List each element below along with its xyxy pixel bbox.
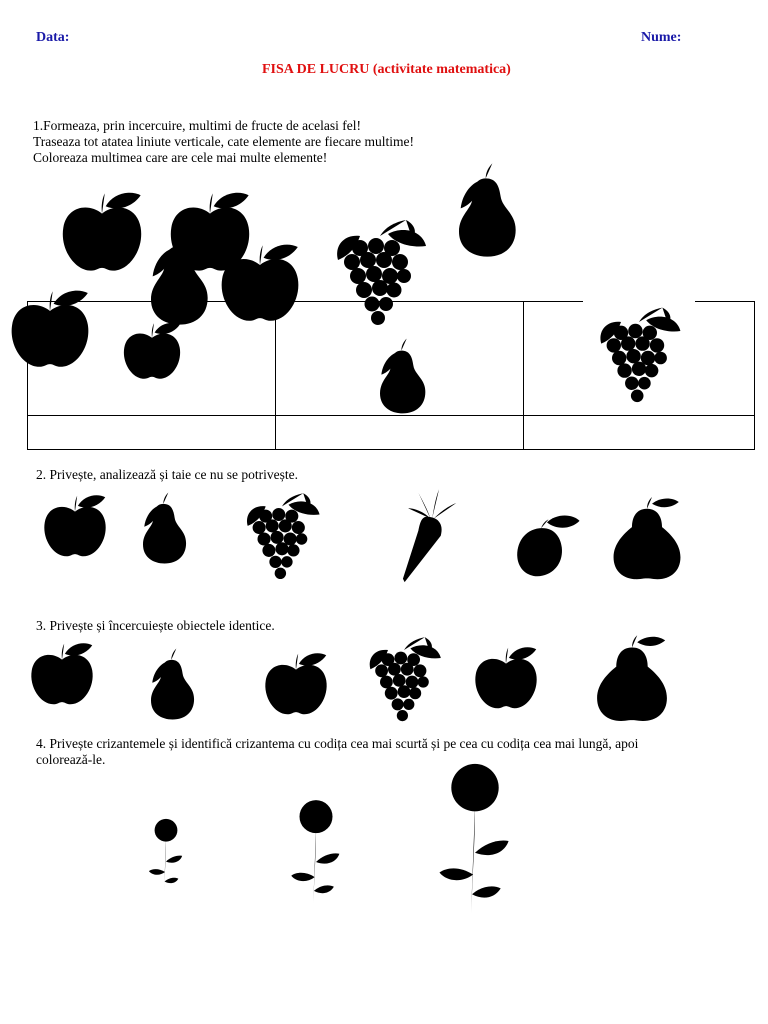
exercise-4-instructions (36, 736, 756, 768)
grapes-icon[interactable] (236, 490, 328, 588)
pear-icon[interactable] (132, 646, 208, 722)
date-label: Data: (36, 30, 70, 45)
chrysanthemum-icon[interactable] (276, 796, 356, 906)
grapes-icon[interactable] (322, 216, 438, 336)
plum-icon[interactable] (510, 508, 584, 584)
name-label: Nume: (641, 30, 682, 45)
grapes-icon[interactable] (356, 634, 452, 730)
chrysanthemum-icon[interactable] (420, 758, 530, 916)
apple-icon[interactable] (24, 638, 100, 710)
exercise-4-line-2: colorează-le. (36, 752, 106, 767)
table-bottom-line (27, 449, 755, 450)
exercise-1-line-3: Coloreaza multimea care are cele mai multe elemente! (33, 150, 328, 165)
quince-icon[interactable] (604, 492, 690, 584)
exercise-4-line-1: 4. Privește crizantemele și identifică crizantema cu codița cea mai scurtă și pe cea cu codița cea mai lungă, apoi (36, 736, 639, 751)
chrysanthemum-icon[interactable] (138, 816, 194, 892)
pear-icon[interactable] (436, 160, 532, 260)
pear-icon[interactable] (358, 336, 442, 416)
grapes-icon[interactable] (586, 304, 692, 412)
pear-icon[interactable] (126, 228, 226, 328)
exercise-2-instructions: 2. Privește, analizează și taie ce nu se potrivește. (36, 467, 299, 482)
apple-icon[interactable] (468, 642, 544, 714)
table-divider-2 (523, 301, 524, 450)
exercise-3-instructions: 3. Privește și încercuiește obiectele identice. (36, 618, 275, 633)
exercise-1-instructions (33, 118, 733, 166)
apple-icon[interactable] (114, 318, 190, 384)
table-right-line (754, 301, 755, 450)
carrot-icon[interactable] (384, 482, 470, 586)
quince-icon[interactable] (586, 630, 678, 726)
exercise-1-line-2: Traseaza tot atatea liniute verticale, cate elemente are fiecare multime! (33, 134, 415, 149)
worksheet-title: FISA DE LUCRU (activitate matematica) (262, 62, 511, 77)
pear-icon[interactable] (124, 490, 200, 566)
apple-icon[interactable] (258, 648, 334, 720)
apple-icon[interactable] (214, 238, 306, 328)
exercise-1-line-1: 1.Formeaza, prin incercuire, multimi de fructe de acelasi fel! (33, 118, 361, 133)
apple-icon[interactable] (36, 490, 114, 562)
apple-icon[interactable] (0, 284, 100, 374)
table-top-line-right (695, 301, 755, 302)
